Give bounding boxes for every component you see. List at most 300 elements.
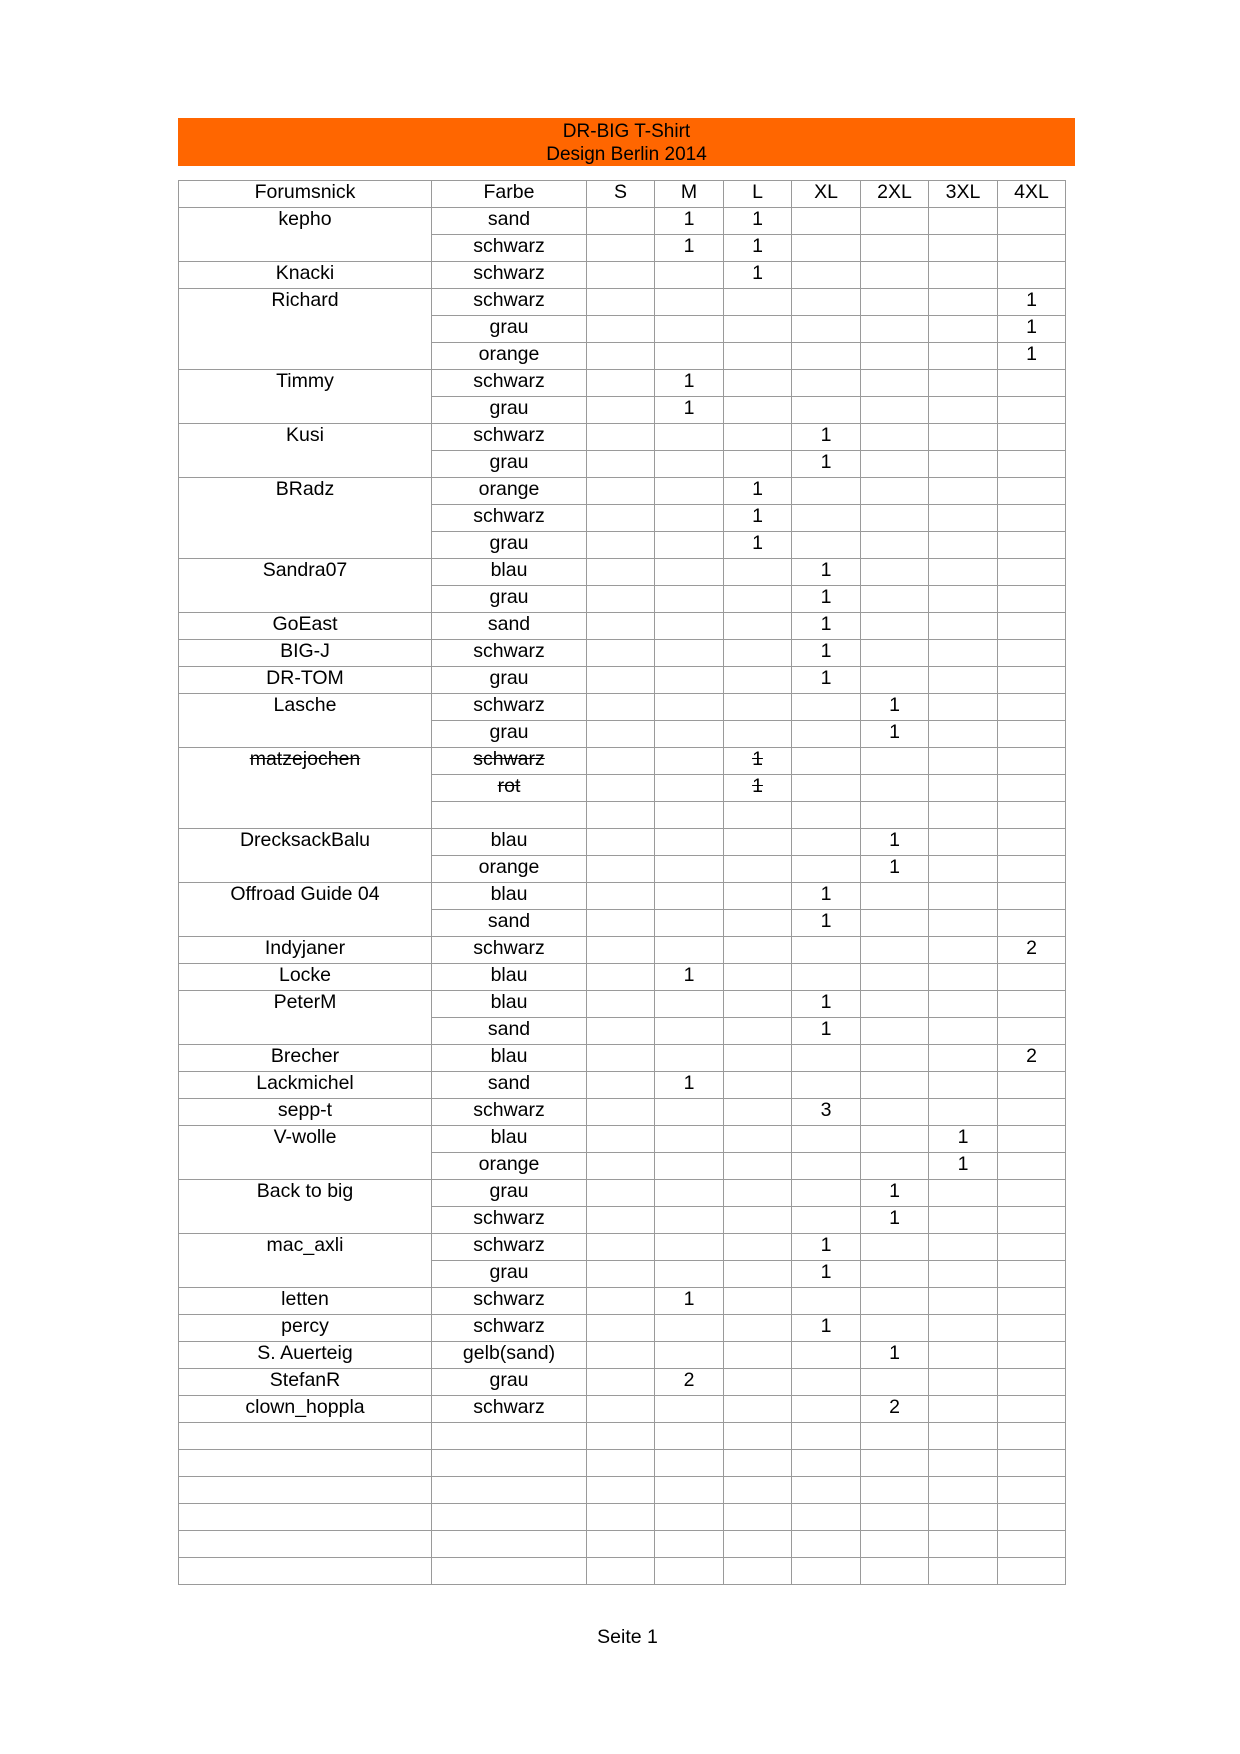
size-m-cell [655, 1099, 724, 1126]
size-3xl-cell [929, 937, 998, 964]
size-l-cell [724, 1558, 792, 1585]
size-4xl-cell [998, 1180, 1066, 1207]
size-xl-cell [792, 721, 861, 748]
size-m-cell [655, 1180, 724, 1207]
size-xl-cell [792, 478, 861, 505]
color-cell: grau [432, 1369, 587, 1396]
size-xl-cell [792, 856, 861, 883]
forumsnick-cell: BRadz [179, 478, 432, 505]
table-row [179, 1423, 1066, 1450]
table-row [179, 1072, 1066, 1099]
size-l-cell [724, 721, 792, 748]
size-3xl-cell [929, 721, 998, 748]
size-3xl-cell [929, 397, 998, 424]
size-m-cell [655, 829, 724, 856]
size-xl-cell [792, 1342, 861, 1369]
color-cell: blau [432, 1045, 587, 1072]
color-cell: schwarz [432, 640, 587, 667]
size-l-cell [724, 1477, 792, 1504]
size-s-cell [587, 532, 655, 559]
size-l-cell [724, 559, 792, 586]
size-4xl-cell: 2 [998, 1045, 1066, 1072]
size-l-cell [724, 451, 792, 478]
size-l-cell: 1 [724, 478, 792, 505]
size-l-cell [724, 397, 792, 424]
size-4xl-cell [998, 478, 1066, 505]
size-xl-cell [792, 1477, 861, 1504]
size-l-cell [724, 856, 792, 883]
size-l-cell [724, 1531, 792, 1558]
size-m-cell [655, 586, 724, 613]
color-cell [432, 1423, 587, 1450]
forumsnick-cell: Richard [179, 289, 432, 316]
color-cell: blau [432, 964, 587, 991]
forumsnick-cell: Brecher [179, 1045, 432, 1072]
header-2xl: 2XL [861, 181, 929, 208]
size-xl-cell: 3 [792, 1099, 861, 1126]
size-xl-cell [792, 1072, 861, 1099]
size-s-cell [587, 910, 655, 937]
forumsnick-cell: GoEast [179, 613, 432, 640]
color-cell: grau [432, 586, 587, 613]
table-row [179, 991, 1066, 1018]
size-s-cell [587, 1261, 655, 1288]
size-s-cell [587, 1315, 655, 1342]
color-cell: sand [432, 1072, 587, 1099]
size-s-cell [587, 1234, 655, 1261]
size-3xl-cell [929, 1423, 998, 1450]
size-3xl-cell [929, 1099, 998, 1126]
size-xl-cell [792, 1531, 861, 1558]
size-xl-cell [792, 775, 861, 802]
size-4xl-cell [998, 532, 1066, 559]
size-s-cell [587, 991, 655, 1018]
forumsnick-cell-empty [179, 1261, 432, 1288]
size-xl-cell: 1 [792, 1261, 861, 1288]
size-4xl-cell [998, 505, 1066, 532]
table-row [179, 208, 1066, 235]
forumsnick-cell [179, 1477, 432, 1504]
forumsnick-cell-empty [179, 775, 432, 802]
size-s-cell [587, 1126, 655, 1153]
size-3xl-cell [929, 1342, 998, 1369]
size-2xl-cell [861, 964, 929, 991]
size-4xl-cell [998, 1072, 1066, 1099]
table-row [179, 1288, 1066, 1315]
size-3xl-cell [929, 370, 998, 397]
table-row [179, 505, 1066, 532]
size-4xl-cell [998, 1234, 1066, 1261]
size-xl-cell [792, 316, 861, 343]
size-4xl-cell [998, 802, 1066, 829]
size-l-cell: 1 [724, 262, 792, 289]
forumsnick-cell: kepho [179, 208, 432, 235]
size-3xl-cell [929, 235, 998, 262]
size-s-cell [587, 1207, 655, 1234]
size-2xl-cell [861, 316, 929, 343]
size-3xl-cell [929, 1018, 998, 1045]
size-l-cell: 1 [724, 235, 792, 262]
size-s-cell [587, 370, 655, 397]
size-2xl-cell [861, 640, 929, 667]
size-4xl-cell: 1 [998, 343, 1066, 370]
size-m-cell: 1 [655, 208, 724, 235]
size-l-cell [724, 289, 792, 316]
size-4xl-cell [998, 370, 1066, 397]
size-2xl-cell [861, 1072, 929, 1099]
size-3xl-cell [929, 262, 998, 289]
size-4xl-cell [998, 1018, 1066, 1045]
size-s-cell [587, 586, 655, 613]
size-2xl-cell [861, 802, 929, 829]
size-4xl-cell [998, 1207, 1066, 1234]
size-2xl-cell: 2 [861, 1396, 929, 1423]
size-m-cell: 1 [655, 235, 724, 262]
size-3xl-cell [929, 289, 998, 316]
size-l-cell [724, 1234, 792, 1261]
size-2xl-cell: 1 [861, 721, 929, 748]
size-2xl-cell [861, 910, 929, 937]
size-xl-cell [792, 1396, 861, 1423]
size-3xl-cell [929, 964, 998, 991]
size-xl-cell: 1 [792, 640, 861, 667]
size-m-cell [655, 343, 724, 370]
size-xl-cell: 1 [792, 1315, 861, 1342]
size-s-cell [587, 262, 655, 289]
size-s-cell [587, 694, 655, 721]
size-2xl-cell [861, 1099, 929, 1126]
color-cell: gelb(sand) [432, 1342, 587, 1369]
size-xl-cell [792, 289, 861, 316]
size-4xl-cell [998, 1099, 1066, 1126]
size-2xl-cell [861, 586, 929, 613]
size-m-cell [655, 505, 724, 532]
size-4xl-cell [998, 1450, 1066, 1477]
forumsnick-cell: StefanR [179, 1369, 432, 1396]
forumsnick-cell-empty [179, 910, 432, 937]
forumsnick-cell: clown_hoppla [179, 1396, 432, 1423]
size-l-cell [724, 613, 792, 640]
size-2xl-cell [861, 397, 929, 424]
size-s-cell [587, 640, 655, 667]
table-row [179, 640, 1066, 667]
table-row [179, 559, 1066, 586]
size-2xl-cell [861, 1477, 929, 1504]
size-3xl-cell [929, 1288, 998, 1315]
size-l-cell [724, 1045, 792, 1072]
size-xl-cell [792, 829, 861, 856]
size-s-cell [587, 1477, 655, 1504]
size-l-cell [724, 964, 792, 991]
size-3xl-cell [929, 478, 998, 505]
color-cell: schwarz [432, 1207, 587, 1234]
size-2xl-cell [861, 478, 929, 505]
size-3xl-cell [929, 586, 998, 613]
size-3xl-cell [929, 1045, 998, 1072]
size-l-cell [724, 1207, 792, 1234]
size-m-cell [655, 1261, 724, 1288]
forumsnick-cell: Back to big [179, 1180, 432, 1207]
size-l-cell [724, 640, 792, 667]
size-l-cell: 1 [724, 208, 792, 235]
size-m-cell [655, 775, 724, 802]
size-s-cell [587, 1099, 655, 1126]
size-4xl-cell [998, 883, 1066, 910]
size-l-cell [724, 1126, 792, 1153]
size-l-cell [724, 1288, 792, 1315]
size-4xl-cell [998, 1558, 1066, 1585]
size-4xl-cell [998, 586, 1066, 613]
size-m-cell [655, 1045, 724, 1072]
color-cell: schwarz [432, 937, 587, 964]
forumsnick-cell-empty [179, 451, 432, 478]
color-cell: grau [432, 451, 587, 478]
size-2xl-cell [861, 424, 929, 451]
size-m-cell [655, 1477, 724, 1504]
size-2xl-cell [861, 289, 929, 316]
forumsnick-cell: Lasche [179, 694, 432, 721]
color-cell: blau [432, 559, 587, 586]
size-s-cell [587, 856, 655, 883]
size-s-cell [587, 451, 655, 478]
table-row [179, 316, 1066, 343]
size-xl-cell: 1 [792, 910, 861, 937]
size-m-cell [655, 424, 724, 451]
color-cell: blau [432, 829, 587, 856]
table-row [179, 1477, 1066, 1504]
size-2xl-cell [861, 1423, 929, 1450]
size-4xl-cell [998, 1126, 1066, 1153]
size-2xl-cell [861, 343, 929, 370]
size-s-cell [587, 1423, 655, 1450]
size-xl-cell [792, 1153, 861, 1180]
color-cell: schwarz [432, 1396, 587, 1423]
forumsnick-cell: Lackmichel [179, 1072, 432, 1099]
size-3xl-cell [929, 1558, 998, 1585]
size-4xl-cell [998, 775, 1066, 802]
color-cell: grau [432, 316, 587, 343]
color-cell: sand [432, 1018, 587, 1045]
table-row [179, 883, 1066, 910]
size-s-cell [587, 721, 655, 748]
size-xl-cell [792, 748, 861, 775]
table-row [179, 1126, 1066, 1153]
size-4xl-cell [998, 451, 1066, 478]
forumsnick-cell: Locke [179, 964, 432, 991]
size-s-cell [587, 559, 655, 586]
size-2xl-cell: 1 [861, 1342, 929, 1369]
forumsnick-cell: Sandra07 [179, 559, 432, 586]
size-l-cell: 1 [724, 775, 792, 802]
size-s-cell [587, 1558, 655, 1585]
table-row [179, 1099, 1066, 1126]
size-2xl-cell: 1 [861, 1207, 929, 1234]
size-4xl-cell [998, 721, 1066, 748]
title-line-2: Design Berlin 2014 [546, 144, 707, 165]
table-row [179, 1342, 1066, 1369]
size-4xl-cell [998, 667, 1066, 694]
size-m-cell [655, 937, 724, 964]
size-m-cell [655, 1207, 724, 1234]
size-xl-cell: 1 [792, 451, 861, 478]
size-s-cell [587, 964, 655, 991]
size-2xl-cell [861, 1369, 929, 1396]
table-row [179, 424, 1066, 451]
color-cell: grau [432, 532, 587, 559]
size-m-cell [655, 262, 724, 289]
size-2xl-cell [861, 667, 929, 694]
size-s-cell [587, 748, 655, 775]
header-s: S [587, 181, 655, 208]
size-m-cell [655, 532, 724, 559]
size-4xl-cell [998, 991, 1066, 1018]
size-2xl-cell [861, 1450, 929, 1477]
header-m: M [655, 181, 724, 208]
size-4xl-cell: 1 [998, 289, 1066, 316]
color-cell [432, 1450, 587, 1477]
size-l-cell: 1 [724, 505, 792, 532]
size-l-cell [724, 1450, 792, 1477]
size-3xl-cell [929, 1180, 998, 1207]
size-s-cell [587, 1153, 655, 1180]
table-row [179, 397, 1066, 424]
color-cell: sand [432, 613, 587, 640]
size-2xl-cell [861, 1018, 929, 1045]
header-4xl: 4XL [998, 181, 1066, 208]
table-row [179, 667, 1066, 694]
size-3xl-cell [929, 532, 998, 559]
color-cell: grau [432, 1261, 587, 1288]
size-4xl-cell [998, 235, 1066, 262]
size-3xl-cell [929, 1531, 998, 1558]
size-3xl-cell [929, 910, 998, 937]
size-3xl-cell [929, 694, 998, 721]
size-m-cell [655, 883, 724, 910]
forumsnick-cell [179, 1450, 432, 1477]
size-m-cell [655, 1315, 724, 1342]
size-s-cell [587, 667, 655, 694]
size-2xl-cell [861, 1045, 929, 1072]
size-s-cell [587, 1045, 655, 1072]
size-4xl-cell [998, 397, 1066, 424]
size-m-cell [655, 694, 724, 721]
table-row [179, 1180, 1066, 1207]
size-3xl-cell [929, 1207, 998, 1234]
size-3xl-cell [929, 1072, 998, 1099]
size-xl-cell [792, 370, 861, 397]
size-4xl-cell: 1 [998, 316, 1066, 343]
table-row [179, 937, 1066, 964]
size-4xl-cell [998, 559, 1066, 586]
size-l-cell [724, 370, 792, 397]
forumsnick-cell: Kusi [179, 424, 432, 451]
size-4xl-cell [998, 748, 1066, 775]
forumsnick-cell: BIG-J [179, 640, 432, 667]
table-row [179, 856, 1066, 883]
size-s-cell [587, 883, 655, 910]
size-3xl-cell [929, 802, 998, 829]
size-xl-cell [792, 397, 861, 424]
color-cell [432, 802, 587, 829]
table-row [179, 829, 1066, 856]
size-l-cell [724, 1153, 792, 1180]
size-2xl-cell [861, 1288, 929, 1315]
header-row [179, 181, 1066, 208]
table-row [179, 451, 1066, 478]
size-m-cell [655, 1396, 724, 1423]
size-xl-cell [792, 343, 861, 370]
size-4xl-cell [998, 1369, 1066, 1396]
size-s-cell [587, 829, 655, 856]
size-xl-cell: 1 [792, 424, 861, 451]
color-cell: schwarz [432, 1288, 587, 1315]
size-m-cell [655, 1018, 724, 1045]
size-l-cell [724, 883, 792, 910]
size-2xl-cell [861, 559, 929, 586]
forumsnick-cell: Timmy [179, 370, 432, 397]
size-l-cell: 1 [724, 532, 792, 559]
size-xl-cell [792, 964, 861, 991]
size-m-cell [655, 802, 724, 829]
forumsnick-cell: DR-TOM [179, 667, 432, 694]
size-l-cell [724, 1342, 792, 1369]
size-4xl-cell [998, 1423, 1066, 1450]
size-s-cell [587, 1288, 655, 1315]
size-s-cell [587, 1342, 655, 1369]
size-s-cell [587, 1018, 655, 1045]
size-s-cell [587, 1180, 655, 1207]
size-3xl-cell [929, 1261, 998, 1288]
size-m-cell [655, 478, 724, 505]
header-farbe: Farbe [432, 181, 587, 208]
forumsnick-cell-empty [179, 1018, 432, 1045]
size-3xl-cell [929, 343, 998, 370]
size-2xl-cell [861, 991, 929, 1018]
size-2xl-cell: 1 [861, 1180, 929, 1207]
size-m-cell [655, 721, 724, 748]
size-m-cell: 1 [655, 964, 724, 991]
size-xl-cell [792, 802, 861, 829]
color-cell: schwarz [432, 1099, 587, 1126]
table-row [179, 1396, 1066, 1423]
size-3xl-cell [929, 883, 998, 910]
size-l-cell [724, 910, 792, 937]
color-cell: orange [432, 343, 587, 370]
size-4xl-cell [998, 1261, 1066, 1288]
size-2xl-cell [861, 235, 929, 262]
table-row [179, 1450, 1066, 1477]
size-m-cell: 2 [655, 1369, 724, 1396]
forumsnick-cell [179, 1504, 432, 1531]
table-row [179, 1558, 1066, 1585]
table-row [179, 748, 1066, 775]
size-3xl-cell [929, 856, 998, 883]
color-cell: blau [432, 883, 587, 910]
size-s-cell [587, 397, 655, 424]
size-2xl-cell [861, 1234, 929, 1261]
size-3xl-cell [929, 316, 998, 343]
size-4xl-cell [998, 694, 1066, 721]
forumsnick-cell [179, 1423, 432, 1450]
color-cell: schwarz [432, 370, 587, 397]
color-cell: schwarz [432, 505, 587, 532]
header-xl: XL [792, 181, 861, 208]
size-m-cell [655, 640, 724, 667]
size-l-cell [724, 1018, 792, 1045]
size-m-cell [655, 1342, 724, 1369]
size-m-cell: 1 [655, 370, 724, 397]
size-m-cell: 1 [655, 1072, 724, 1099]
